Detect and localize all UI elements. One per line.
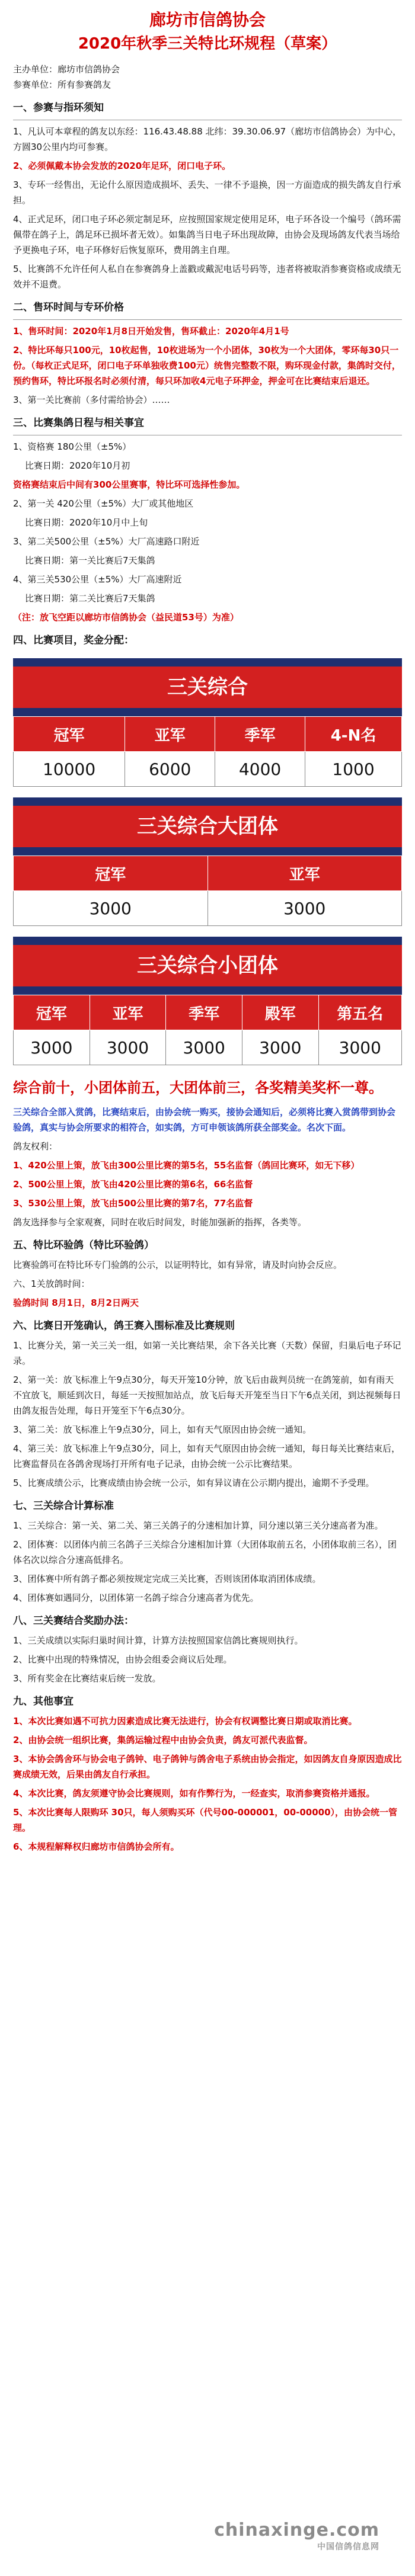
organizer: 主办单位：廊坊市信鸽协会 [13,64,120,75]
s7-p5: 5、比赛成绩公示，比赛成绩由协会统一公示，如有异议请在公示期内提出，逾期不予受理。 [13,1478,375,1488]
prize-value: 10000 [14,752,125,787]
prize-table [13,716,402,787]
s7-p1: 1、比赛分关，第一关三关一组，如第一关比赛结果，余下各关比赛（天数）保留，归巢后电子环记录。 [13,1340,401,1366]
prize-value: 3000 [14,1030,90,1065]
s1-p5: 5、比赛鸽不允许任何人私自在参赛鸽身上盖戳或戴泥电话号码等，违者将被取消参赛资格或成绩无效并不退费。 [13,264,401,290]
award-slogan: 综合前十，小团体前五，大团体前三，各奖精美奖杯一尊。 [13,1079,383,1096]
prize-header: 亚军 [208,856,402,891]
s3-p3: 资格赛结束后中间有300公里赛事，特比环可选择性参加。 [13,479,245,490]
s10-p6: 6、本规程解释权归廊坊市信鸽协会所有。 [13,1841,180,1852]
s9-p1: 1、三关成绩以实际归巢时间计算，计算方法按照国家信鸽比赛规则执行。 [13,1635,304,1646]
s8-p1: 1、三关综合：第一关、第二关、第三关鸽子的分速相加计算，同分速以第三关分速高者为准。 [13,1520,384,1531]
divider [13,319,402,320]
s9-p2: 2、比赛中出现的特殊情况，由协会组委会商议后处理。 [13,1654,232,1665]
prize-value: 3000 [14,891,208,926]
watermark [214,2520,379,2552]
prize-table-title: 三关综合 [13,658,402,716]
page-subtitle: 2020年秋季三关特比环规程（草案） [78,35,337,53]
s1-p4: 4、正式足环，闭口电子环必须定制足环，应按照国家规定使用足环，电子环各设一个编号（鸽环需佩带在鸽子上，鸽足环已损坏者无效）。如集鸽当日电子环出现故障，由协会及现场鸽友代表当场给予更换电子环，电子环修好后恢复原环，费用鸽主自理。 [13,214,401,255]
prize-table-title: 三关综合大团体 [13,797,402,856]
prize-value: 3000 [208,891,402,926]
s1-p2: 2、必须佩戴本协会发放的2020年足环，闭口电子环。 [13,161,231,171]
s5-p3: 1、420公里上策，放飞由300公里比赛的第5名，55名监督（鸽回比赛环，如无下移） [13,1160,360,1171]
page-title: 廊坊市信鸽协会 [149,10,266,30]
prize-header: 冠军 [14,856,208,891]
s6-p3: 验鸽时间 8月1日，8月2日两天 [13,1297,139,1308]
s6-p2: 六、1关放鸽时间： [13,1279,90,1289]
s8-p4: 4、团体赛如遇同分，以团体第一名鸽子综合分速高者为优先。 [13,1593,259,1603]
s7-p3: 3、第二关：放飞标准上午9点30分，同上，如有天气原因由协会统一通知。 [13,1424,312,1435]
prize-value: 4000 [215,752,305,787]
prize-header: 第五名 [318,995,401,1030]
s2-p2: 2、特比环每只100元，10枚起售，10枚进场为一个小团体，30枚为一个大团体，零环每30只一份。（每枚正式足环，闭口电子环单独收费100元）统售完整数不限，购环现金付款，集鸽时交付，预约售环，特比环报名时必须付清，每只环加收4元电子环押金，押金可在比赛结束后退还。 [13,345,401,386]
participants: 参赛单位：所有参赛鸽友 [13,79,111,90]
prize-header: 亚军 [125,717,215,752]
prize-table-overall [13,658,402,787]
watermark-main: chinaxinge.com [214,2520,379,2540]
prize-table-big-team [13,797,402,926]
s9-p3: 3、所有奖金在比赛结束后统一发放。 [13,1673,161,1684]
prize-value: 3000 [90,1030,166,1065]
s10-p3: 3、本协会鸽舍环与协会电子鸽钟、电子鸽钟与鸽舍电子系统由协会指定，如因鸽友自身原因造成比赛成绩无效，后果由鸽友自行承担。 [13,1754,402,1780]
s2-p1: 1、售环时间：2020年1月8日开始发售，售环截止：2020年4月1号 [13,326,289,337]
prize-header: 季军 [166,995,242,1030]
prize-header: 殿军 [242,995,318,1030]
s5-p5: 3、530公里上策，放飞由500公里比赛的第7名，77名监督 [13,1198,253,1209]
prize-value: 1000 [305,752,402,787]
section-2-heading: 二、售环时间与专环价格 [13,302,124,313]
prize-value: 3000 [318,1030,401,1065]
s5-p1: 三关综合全部入赏鸽，比赛结束后，由协会统一购买，接协会通知后，必须将比赛入赏鸽带到协会验鸽，真实与协会所要求的相符合，如实鸽，方可申领该鸽所获全部奖金。名次下面。 [13,1107,396,1133]
s5-p2: 鸽友权利： [13,1141,58,1152]
watermark-sub: 中国信鸽信息网 [317,2542,379,2552]
section-1-heading: 一、参赛与指环须知 [13,102,104,114]
prize-table [13,995,402,1065]
section-9-heading: 九、其他事宜 [13,1696,74,1707]
section-8-heading: 八、三关赛结合奖励办法： [13,1615,134,1627]
s5-p4: 2、500公里上策，放飞由420公里比赛的第6名，66名监督 [13,1179,253,1190]
s10-p5: 5、本次比赛每人限购环 30只，每人须购买环（代号00-000001，00-00000），由协会统一管理。 [13,1807,398,1833]
prize-value: 3000 [242,1030,318,1065]
prize-value: 6000 [125,752,215,787]
s7-p4: 4、第三关：放飞标准上午9点30分，同上，如有天气原因由协会统一通知，每日每关比赛结束后，比赛监督员在各鸽舍现场打开所有电子记录，由协会统一公示比赛结果。 [13,1443,401,1469]
s3-p2: 比赛日期：2020年10月初 [25,460,130,471]
s8-p2: 2、团体赛：以团体内前三名鸽子三关综合分速相加计算（大团体取前五名，小团体取前三名），团体名次以综合分速高低排名。 [13,1539,397,1565]
section-7-heading: 七、三关综合计算标准 [13,1500,114,1512]
s3-p1: 1、资格赛 180公里（±5%） [13,441,132,452]
prize-table [13,856,402,926]
section-4-heading: 四、比赛项目，奖金分配： [13,635,134,646]
s7-p2: 2、第一关：放飞标准上午9点30分，每天开笼10分钟，放飞后由裁判员统一在鸽笼前，如有雨天不宜放飞，顺延到次日，每延一天按照加站点，放飞后每天开笼至当日下午6点关闭，到达视频每日由鸽友报告处理，每日开笼至下午6点30分。 [13,1374,401,1416]
section-6-heading: 六、比赛日开笼确认，鸽王赛入围标准及比赛规则 [13,1320,235,1332]
prize-value: 3000 [166,1030,242,1065]
section-3-heading: 三、比赛集鸽日程与相关事宜 [13,417,144,429]
s3-p7: 比赛日期：第一关比赛后7天集鸽 [25,555,155,566]
s3-p6: 3、第二关500公里（±5%）大厂高速路口附近 [13,536,200,547]
s3-p8: 4、第三关530公里（±5%）大厂高速附近 [13,574,182,585]
s1-p1: 1、凡认可本章程的鸽友以东经：116.43.48.88 北纬：39.30.06.97（廊坊市信鸽协会）为中心，方圆30公里内均可参赛。 [13,126,402,152]
prize-header: 亚军 [90,995,166,1030]
s10-p1: 1、本次比赛如遇不可抗力因素造成比赛无法进行，协会有权调整比赛日期或取消比赛。 [13,1716,357,1726]
s8-p3: 3、团体赛中所有鸽子都必须按规定完成三关比赛，否则该团体取消团体成绩。 [13,1574,321,1584]
s1-p3: 3、专环一经售出，无论什么原因造成损坏、丢失、一律不予退换，因一方面造成的损失鸽友自行承担。 [13,180,401,206]
s6-p1: 比赛验鸽可在特比环专门验鸽的公示，以证明特比，如有异常，请及时向协会反应。 [13,1260,343,1270]
s10-p4: 4、本次比赛，鸽友须遵守协会比赛规则，如有作弊行为，一经查实，取消参赛资格并通报。 [13,1788,375,1799]
s3-p9: 比赛日期：第二关比赛后7天集鸽 [25,593,155,604]
prize-table-small-team [13,937,402,1065]
prize-header: 季军 [215,717,305,752]
prize-table-title: 三关综合小团体 [13,937,402,995]
section-5-heading: 五、特比环验鸽（特比环验鸽） [13,1239,154,1251]
s3-p10: （注：放飞空距以廊坊市信鸽协会（益民道53号）为准） [13,612,239,623]
s10-p2: 2、由协会统一组织比赛，集鸽运输过程中由协会负责，鸽友可派代表监督。 [13,1735,313,1745]
prize-header: 冠军 [14,717,125,752]
s5-p6: 鸽友选择参与全家观赛，同时在收后时间发，时能加强新的指挥，各类等。 [13,1217,307,1228]
s3-p5: 比赛日期：2020年10月中上旬 [25,517,148,528]
prize-header: 冠军 [14,995,90,1030]
s3-p4: 2、第一关 420公里（±5%）大厂或其他地区 [13,498,194,509]
s2-p3: 3、第一关比赛前（多付需给协会）…… [13,395,170,405]
prize-header: 4-N名 [305,717,402,752]
